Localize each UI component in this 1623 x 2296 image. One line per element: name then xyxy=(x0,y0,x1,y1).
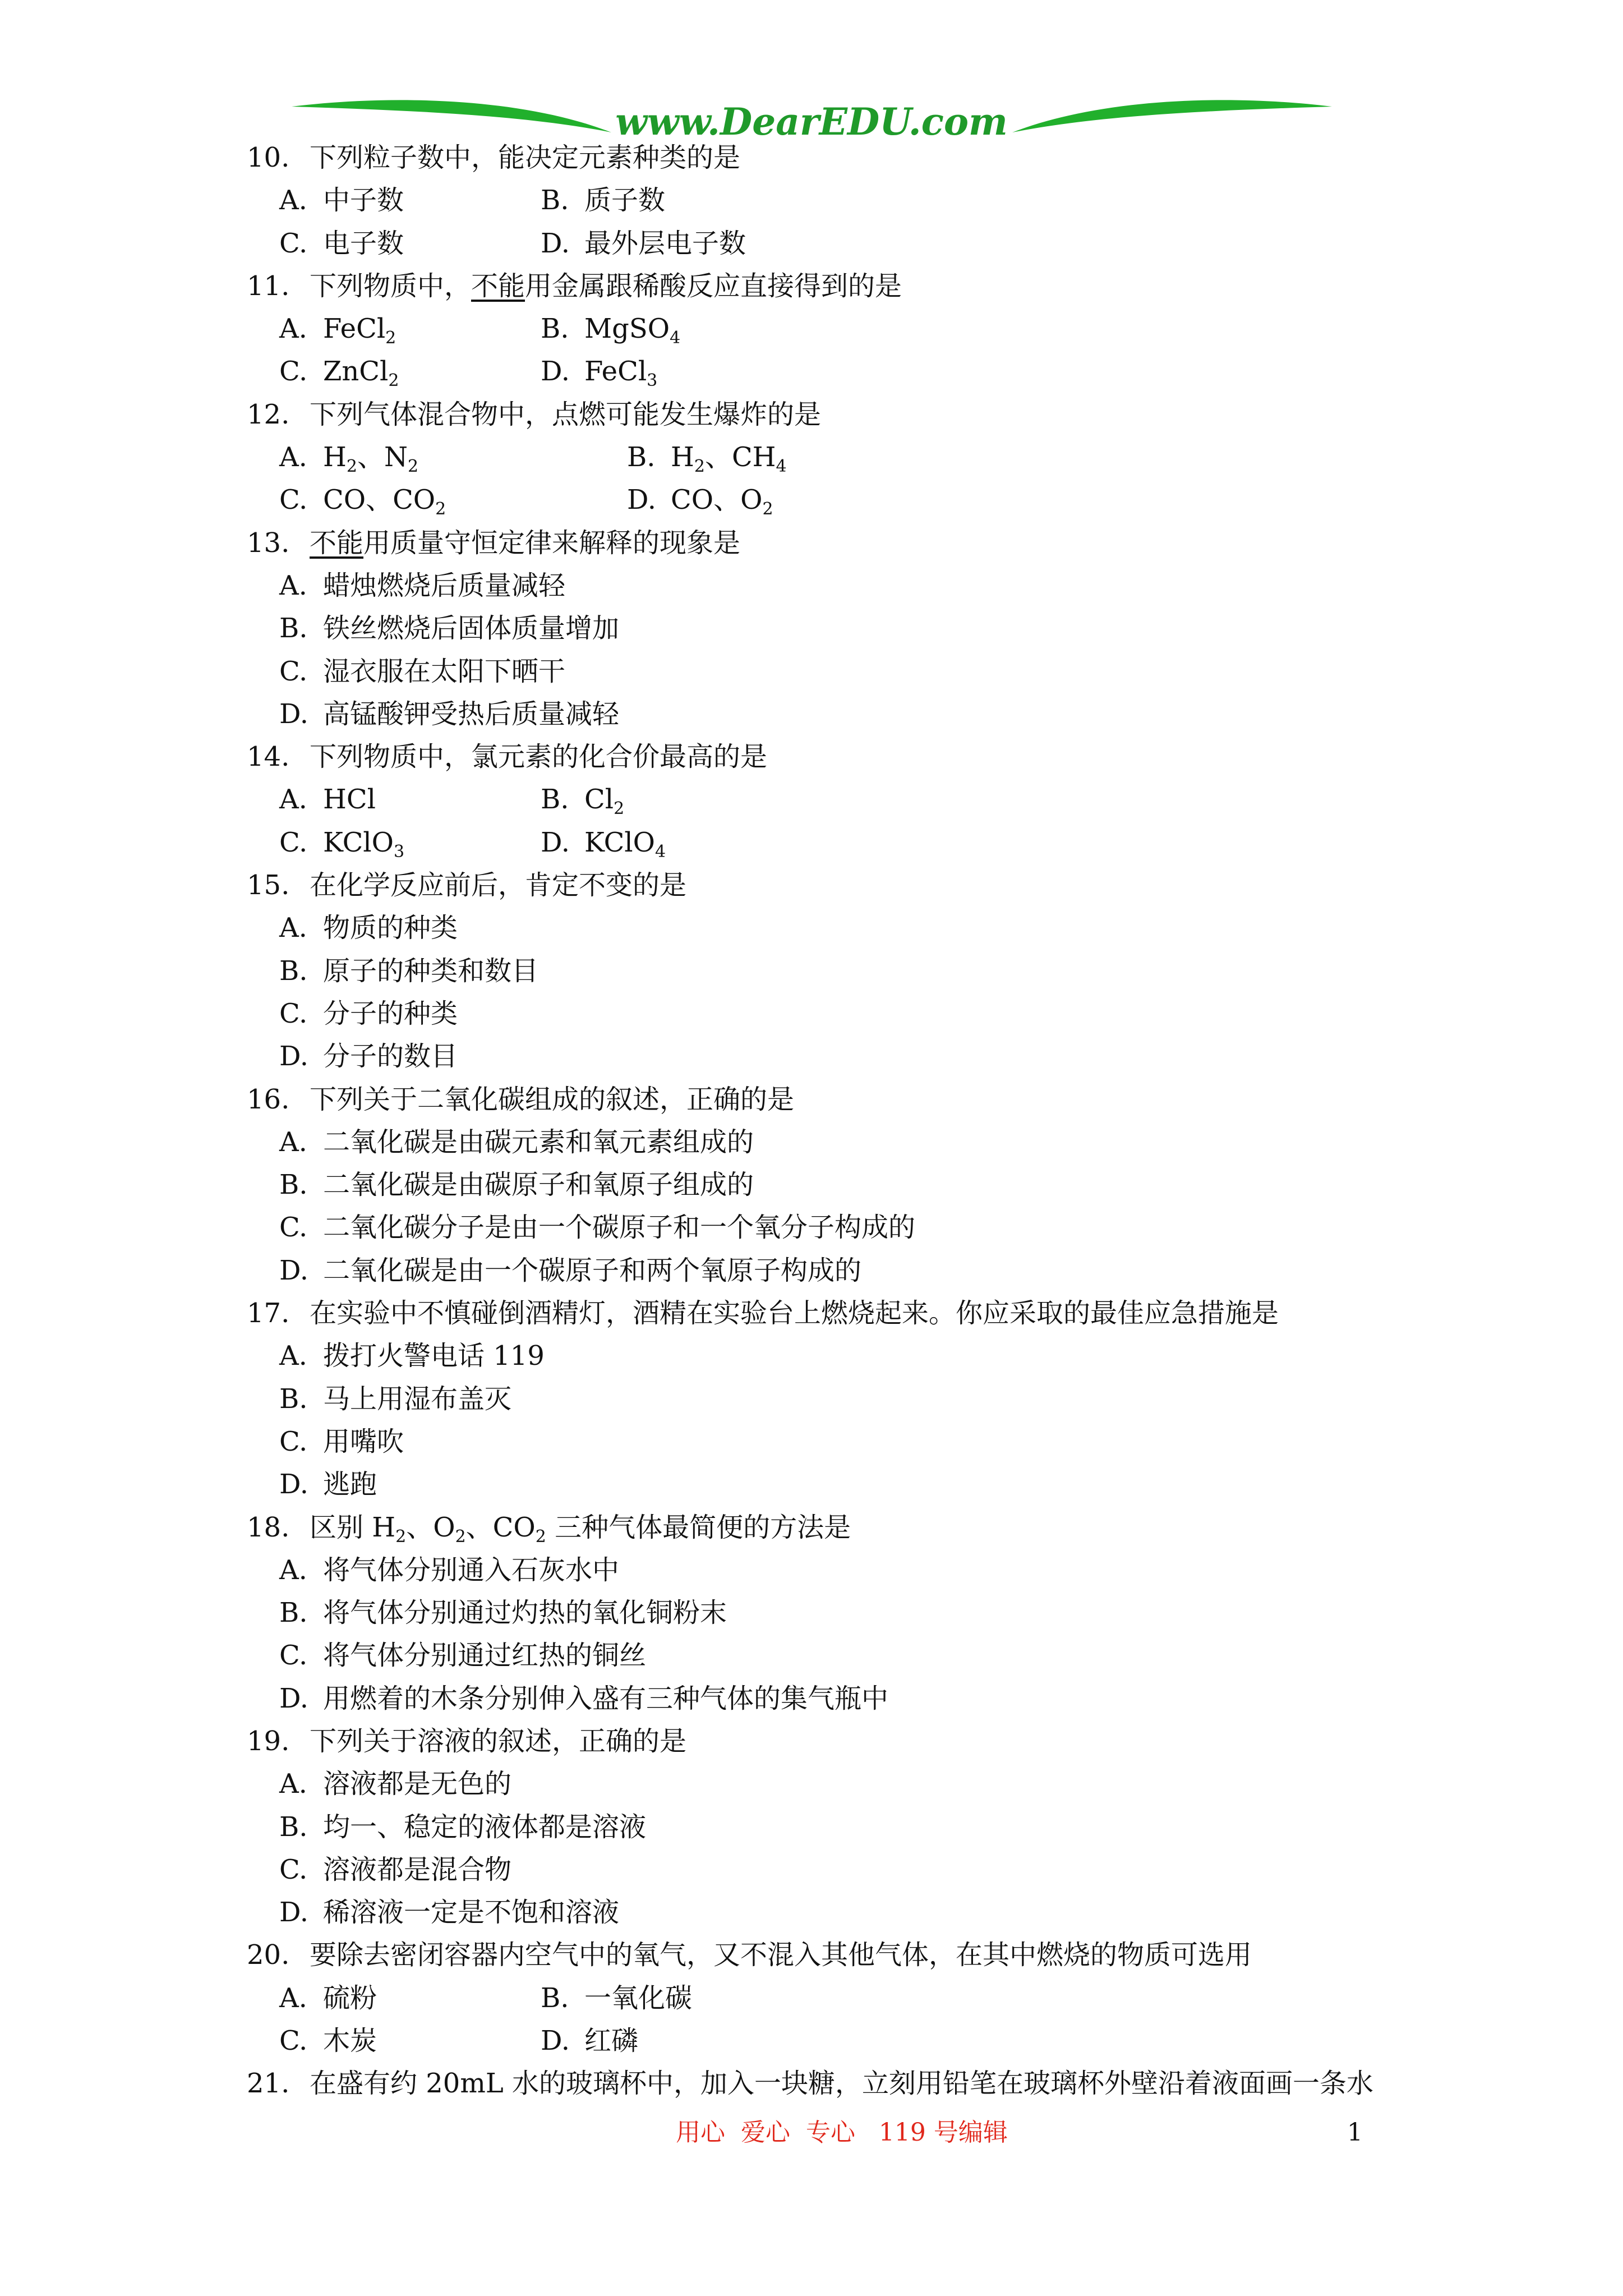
option-letter: D. xyxy=(279,1469,309,1501)
text-run: 铁丝燃烧后固体质量增加 xyxy=(323,613,620,645)
option-text xyxy=(323,912,458,944)
option-c xyxy=(279,998,458,1029)
question-number: 11. xyxy=(247,270,290,302)
text-run: 在盛有约 20mL 水的玻璃杯中，加入一块糖，立刻用铅笔在玻璃杯外壁沿着液面画一条水 xyxy=(310,2068,1373,2100)
option-row xyxy=(247,907,1481,949)
option-b xyxy=(279,955,538,987)
subscript: 2 xyxy=(435,499,446,519)
text-run: CO、O xyxy=(671,484,763,516)
question-number: 10. xyxy=(247,142,290,173)
option-letter: C. xyxy=(279,826,308,858)
question-number: 21. xyxy=(247,2068,290,2100)
option-text xyxy=(323,570,565,601)
subscript: 3 xyxy=(394,841,405,862)
subscript: 4 xyxy=(776,457,787,477)
option-a xyxy=(279,778,541,821)
option-row xyxy=(247,222,1481,265)
option-row xyxy=(247,478,1481,521)
question-number: 13. xyxy=(247,527,290,559)
text-run: 硫粉 xyxy=(323,1982,377,2014)
question-number: 16. xyxy=(247,1083,290,1115)
option-text xyxy=(584,313,681,348)
question-text xyxy=(310,1726,686,1757)
question-11-stem xyxy=(247,265,1481,307)
subscript: 4 xyxy=(655,841,666,862)
subscript: 2 xyxy=(388,371,399,391)
option-text xyxy=(323,1597,727,1628)
option-row xyxy=(247,1891,1481,1934)
option-letter: A. xyxy=(279,441,307,473)
option-letter: D. xyxy=(541,2025,570,2057)
option-d xyxy=(279,1683,888,1714)
option-text xyxy=(323,313,396,348)
option-text xyxy=(671,441,787,477)
question-text xyxy=(310,869,686,901)
subscript: 4 xyxy=(670,328,681,348)
option-row xyxy=(247,307,1481,350)
text-run: 高锰酸钾受热后质量减轻 xyxy=(323,698,620,730)
text-run: 红磷 xyxy=(584,2025,639,2057)
option-text xyxy=(323,1383,511,1415)
emphasis-underline: 不能 xyxy=(310,527,364,559)
text-run: 最外层电子数 xyxy=(584,227,746,259)
subscript: 2 xyxy=(346,457,357,477)
text-run: 一氧化碳 xyxy=(584,1982,693,2014)
emphasis-underline: 不能 xyxy=(471,270,525,302)
text-run: 下列物质中，氯元素的化合价最高的是 xyxy=(310,741,768,773)
subscript: 2 xyxy=(395,1526,407,1547)
text-run: ZnCl xyxy=(323,356,389,388)
option-d xyxy=(279,1041,458,1072)
text-run: 二氧化碳是由碳元素和氧元素组成的 xyxy=(323,1126,754,1158)
page-footer xyxy=(0,2116,1623,2150)
question-text xyxy=(310,1939,1252,1971)
option-row xyxy=(247,821,1481,864)
question-13-stem xyxy=(247,522,1481,564)
question-text xyxy=(310,741,767,772)
text-run: HCl xyxy=(323,784,376,816)
option-text xyxy=(584,228,746,259)
question-text xyxy=(310,527,740,559)
option-letter: B. xyxy=(541,313,569,345)
option-text xyxy=(323,1854,511,1885)
text-run: 逃跑 xyxy=(323,1469,377,1501)
site-logo-text: www.DearEDU.com xyxy=(615,100,1008,144)
option-letter: D. xyxy=(279,698,309,730)
option-letter: B. xyxy=(279,613,308,645)
option-text xyxy=(584,784,625,819)
option-letter: D. xyxy=(627,484,657,516)
option-text xyxy=(323,1554,619,1586)
option-row xyxy=(247,436,1481,478)
text-run: 用嘴吹 xyxy=(323,1425,404,1457)
option-c xyxy=(279,1426,404,1457)
option-c xyxy=(279,2019,541,2062)
option-text xyxy=(584,1982,692,2014)
option-b xyxy=(541,179,665,222)
option-letter: C. xyxy=(279,227,308,259)
option-letter: A. xyxy=(279,1768,307,1800)
option-letter: A. xyxy=(279,1554,307,1586)
option-a xyxy=(279,570,565,601)
text-run: 木炭 xyxy=(323,2025,377,2057)
option-c xyxy=(279,1854,511,1885)
text-run: MgSO xyxy=(584,313,670,345)
option-text xyxy=(323,228,404,259)
option-c xyxy=(279,656,565,687)
option-c xyxy=(279,222,541,265)
option-text xyxy=(323,1169,754,1200)
option-row xyxy=(247,1763,1481,1805)
text-run: 下列关于二氧化碳组成的叙述，正确的是 xyxy=(310,1083,795,1115)
option-b xyxy=(627,436,787,478)
option-text xyxy=(323,2025,377,2056)
text-run: 拨打火警电话 119 xyxy=(323,1340,545,1372)
question-text xyxy=(310,270,902,302)
option-row xyxy=(247,1420,1481,1463)
option-letter: D. xyxy=(279,1254,309,1286)
option-row xyxy=(247,1378,1481,1420)
option-letter: C. xyxy=(279,1425,308,1457)
option-letter: A. xyxy=(279,1126,307,1158)
option-letter: B. xyxy=(279,1597,308,1629)
option-letter: B. xyxy=(279,1811,308,1843)
question-14-stem xyxy=(247,735,1481,778)
subscript: 2 xyxy=(614,799,625,819)
question-16-stem xyxy=(247,1078,1481,1121)
text-run: 均一、稳定的液体都是溶液 xyxy=(323,1811,647,1843)
text-run: 蜡烛燃烧后质量减轻 xyxy=(323,569,566,601)
text-run: 二氧化碳是由碳原子和氧原子组成的 xyxy=(323,1169,754,1201)
option-row xyxy=(247,1121,1481,1163)
text-run: 三种气体最简便的方法是 xyxy=(546,1511,851,1543)
option-a xyxy=(279,307,541,350)
option-row xyxy=(247,693,1481,735)
option-b xyxy=(279,1383,511,1415)
text-run: 稀溶液一定是不饱和溶液 xyxy=(323,1897,620,1929)
option-text xyxy=(323,1640,646,1671)
option-letter: D. xyxy=(541,826,570,858)
option-row xyxy=(247,1848,1481,1891)
option-letter: A. xyxy=(279,185,307,217)
question-number: 17. xyxy=(247,1297,290,1329)
question-20-stem xyxy=(247,1934,1481,1976)
text-run: KClO xyxy=(323,826,394,858)
option-a xyxy=(279,1768,511,1800)
option-row xyxy=(247,1335,1481,1377)
text-run: 用金属跟稀酸反应直接得到的是 xyxy=(525,270,902,302)
option-letter: B. xyxy=(541,1982,569,2014)
question-text xyxy=(310,142,740,173)
text-run: 溶液都是混合物 xyxy=(323,1853,512,1885)
option-d xyxy=(279,1469,377,1500)
text-run: 原子的种类和数目 xyxy=(323,955,539,987)
option-text xyxy=(323,955,538,987)
subscript: 2 xyxy=(407,457,419,477)
text-run: 用质量守恒定律来解释的现象是 xyxy=(363,527,741,559)
text-run: H xyxy=(323,441,347,473)
option-a xyxy=(279,912,458,944)
option-a xyxy=(279,1340,545,1372)
option-b xyxy=(541,1977,692,2019)
text-run: 下列关于溶液的叙述，正确的是 xyxy=(310,1725,687,1757)
option-text xyxy=(323,1255,861,1286)
option-text xyxy=(323,1212,915,1243)
option-letter: C. xyxy=(279,1640,308,1672)
text-run: CO、CO xyxy=(323,484,436,516)
option-row xyxy=(247,1249,1481,1292)
text-run: 区别 H xyxy=(310,1511,396,1543)
option-text xyxy=(323,1982,377,2014)
option-d xyxy=(279,1897,619,1928)
question-15-stem xyxy=(247,864,1481,907)
option-d xyxy=(541,222,746,265)
option-text xyxy=(323,1683,888,1714)
right-swoosh xyxy=(1012,100,1332,132)
text-run: 湿衣服在太阳下晒干 xyxy=(323,655,566,687)
option-row xyxy=(247,1035,1481,1078)
option-text xyxy=(323,1426,404,1457)
option-letter: A. xyxy=(279,313,307,345)
subscript: 2 xyxy=(385,328,396,348)
option-row xyxy=(247,778,1481,821)
option-a xyxy=(279,1126,754,1158)
question-number: 20. xyxy=(247,1939,290,1971)
text-run: 、CO xyxy=(465,1511,536,1543)
option-b xyxy=(279,1169,754,1200)
question-12-stem xyxy=(247,393,1481,436)
option-text xyxy=(323,1340,545,1372)
question-text xyxy=(310,399,821,430)
option-b xyxy=(279,613,619,644)
option-text xyxy=(323,1811,646,1843)
option-d xyxy=(279,698,619,730)
option-letter: A. xyxy=(279,569,307,601)
option-row xyxy=(247,950,1481,992)
option-letter: D. xyxy=(541,227,570,259)
option-d xyxy=(279,1255,861,1286)
option-letter: B. xyxy=(541,784,569,816)
option-letter: A. xyxy=(279,784,307,816)
text-run: 分子的种类 xyxy=(323,997,458,1029)
option-row xyxy=(247,992,1481,1035)
option-row xyxy=(247,1591,1481,1634)
text-run: 在实验中不慎碰倒酒精灯，酒精在实验台上燃烧起来。你应采取的最佳应急措施是 xyxy=(310,1297,1279,1329)
text-run: KClO xyxy=(584,826,655,858)
text-run: 将气体分别通入石灰水中 xyxy=(323,1554,620,1586)
question-number: 18. xyxy=(247,1511,290,1543)
option-text xyxy=(323,784,376,815)
option-d xyxy=(541,2019,638,2062)
option-letter: D. xyxy=(279,1682,309,1714)
option-a xyxy=(279,1554,619,1586)
page-number: 1 xyxy=(1347,2118,1363,2147)
option-letter: D. xyxy=(541,356,570,388)
option-c xyxy=(279,1640,646,1671)
option-text xyxy=(323,1768,511,1800)
option-c xyxy=(279,478,627,521)
text-run: 将气体分别通过灼热的氧化铜粉末 xyxy=(323,1597,727,1629)
option-text xyxy=(323,698,619,730)
option-text xyxy=(671,484,773,519)
option-row xyxy=(247,350,1481,393)
option-row xyxy=(247,1163,1481,1206)
option-text xyxy=(323,1041,458,1072)
option-text xyxy=(323,1469,377,1500)
exam-questions xyxy=(247,136,1481,2105)
option-row xyxy=(247,650,1481,693)
subscript: 2 xyxy=(762,499,773,519)
option-letter: C. xyxy=(279,997,308,1029)
option-a xyxy=(279,436,627,478)
option-letter: B. xyxy=(541,185,569,217)
footer-editor-note: 用心 爱心 专心 119 号编辑 xyxy=(676,2118,1008,2147)
question-10-stem xyxy=(247,136,1481,179)
option-d xyxy=(541,350,657,393)
question-text xyxy=(310,1297,1279,1329)
left-swoosh xyxy=(292,100,611,132)
option-text xyxy=(323,613,619,644)
option-letter: C. xyxy=(279,1853,308,1885)
text-run: 下列粒子数中，能决定元素种类的是 xyxy=(310,142,741,173)
text-run: FeCl xyxy=(323,313,386,345)
text-run: 质子数 xyxy=(584,185,666,217)
option-a xyxy=(279,179,541,222)
option-row xyxy=(247,1634,1481,1677)
option-letter: A. xyxy=(279,1982,307,2014)
option-b xyxy=(279,1811,646,1843)
option-letter: B. xyxy=(279,1169,308,1201)
option-text xyxy=(584,356,658,391)
text-run: 将气体分别通过红热的铜丝 xyxy=(323,1640,647,1672)
question-18-stem xyxy=(247,1506,1481,1549)
option-text xyxy=(323,656,565,687)
option-row xyxy=(247,1977,1481,2019)
text-run: 、O xyxy=(406,1511,455,1543)
text-run: 物质的种类 xyxy=(323,912,458,944)
text-run: 用燃着的木条分别伸入盛有三种气体的集气瓶中 xyxy=(323,1682,889,1714)
text-run: Cl xyxy=(584,784,614,816)
question-text xyxy=(310,1511,851,1547)
option-letter: B. xyxy=(279,955,308,987)
option-row xyxy=(247,1806,1481,1848)
text-run: 要除去密闭容器内空气中的氧气，又不混入其他气体，在其中燃烧的物质可选用 xyxy=(310,1939,1252,1971)
option-letter: C. xyxy=(279,655,308,687)
option-letter: C. xyxy=(279,484,308,516)
option-c xyxy=(279,350,541,393)
option-row xyxy=(247,179,1481,222)
option-letter: A. xyxy=(279,912,307,944)
option-c xyxy=(279,821,541,864)
subscript: 2 xyxy=(535,1526,546,1547)
question-21-stem xyxy=(247,2062,1481,2105)
option-text xyxy=(323,441,419,477)
question-number: 15. xyxy=(247,869,290,901)
option-d xyxy=(627,478,773,521)
option-a xyxy=(279,1977,541,2019)
text-run: 下列气体混合物中，点燃可能发生爆炸的是 xyxy=(310,398,822,430)
option-text xyxy=(323,484,446,519)
subscript: 3 xyxy=(647,371,658,391)
option-row xyxy=(247,607,1481,650)
option-text xyxy=(323,998,458,1029)
text-run: 二氧化碳是由一个碳原子和两个氧原子构成的 xyxy=(323,1254,862,1286)
option-text xyxy=(584,2025,638,2056)
text-run: 电子数 xyxy=(323,227,404,259)
subscript: 2 xyxy=(694,457,705,477)
option-letter: C. xyxy=(279,1212,308,1244)
text-run: 下列物质中， xyxy=(310,270,472,302)
text-run: FeCl xyxy=(584,356,647,388)
question-text xyxy=(310,2068,1373,2099)
text-run: 中子数 xyxy=(323,185,404,217)
option-text xyxy=(323,826,405,862)
option-text xyxy=(323,1126,754,1158)
text-run: 溶液都是无色的 xyxy=(323,1768,512,1800)
option-text xyxy=(584,185,665,216)
subscript: 2 xyxy=(455,1526,466,1547)
question-number: 12. xyxy=(247,398,290,430)
option-letter: C. xyxy=(279,2025,308,2057)
option-d xyxy=(541,821,666,864)
option-text xyxy=(323,185,404,216)
option-letter: D. xyxy=(279,1041,309,1073)
question-17-stem xyxy=(247,1292,1481,1335)
option-b xyxy=(541,778,624,821)
option-letter: B. xyxy=(279,1383,308,1415)
option-text xyxy=(323,356,399,391)
option-row xyxy=(247,1677,1481,1720)
text-run: 二氧化碳分子是由一个碳原子和一个氧分子构成的 xyxy=(323,1212,916,1244)
option-letter: C. xyxy=(279,356,308,388)
option-c xyxy=(279,1212,915,1243)
option-row xyxy=(247,2019,1481,2062)
text-run: 马上用湿布盖灭 xyxy=(323,1383,512,1415)
option-letter: B. xyxy=(627,441,656,473)
option-row xyxy=(247,1206,1481,1249)
text-run: 、N xyxy=(357,441,408,473)
option-letter: A. xyxy=(279,1340,307,1372)
text-run: 在化学反应前后，肯定不变的是 xyxy=(310,869,687,901)
question-number: 19. xyxy=(247,1725,290,1757)
option-row xyxy=(247,1463,1481,1506)
option-b xyxy=(541,307,680,350)
question-number: 14. xyxy=(247,741,290,773)
text-run: H xyxy=(671,441,694,473)
option-b xyxy=(279,1597,727,1628)
option-text xyxy=(584,826,666,862)
question-text xyxy=(310,1084,794,1115)
option-text xyxy=(323,1897,619,1928)
text-run: 分子的数目 xyxy=(323,1041,458,1073)
text-run: 、CH xyxy=(704,441,776,473)
option-row xyxy=(247,1549,1481,1591)
question-19-stem xyxy=(247,1720,1481,1763)
option-row xyxy=(247,564,1481,607)
option-letter: D. xyxy=(279,1897,309,1929)
